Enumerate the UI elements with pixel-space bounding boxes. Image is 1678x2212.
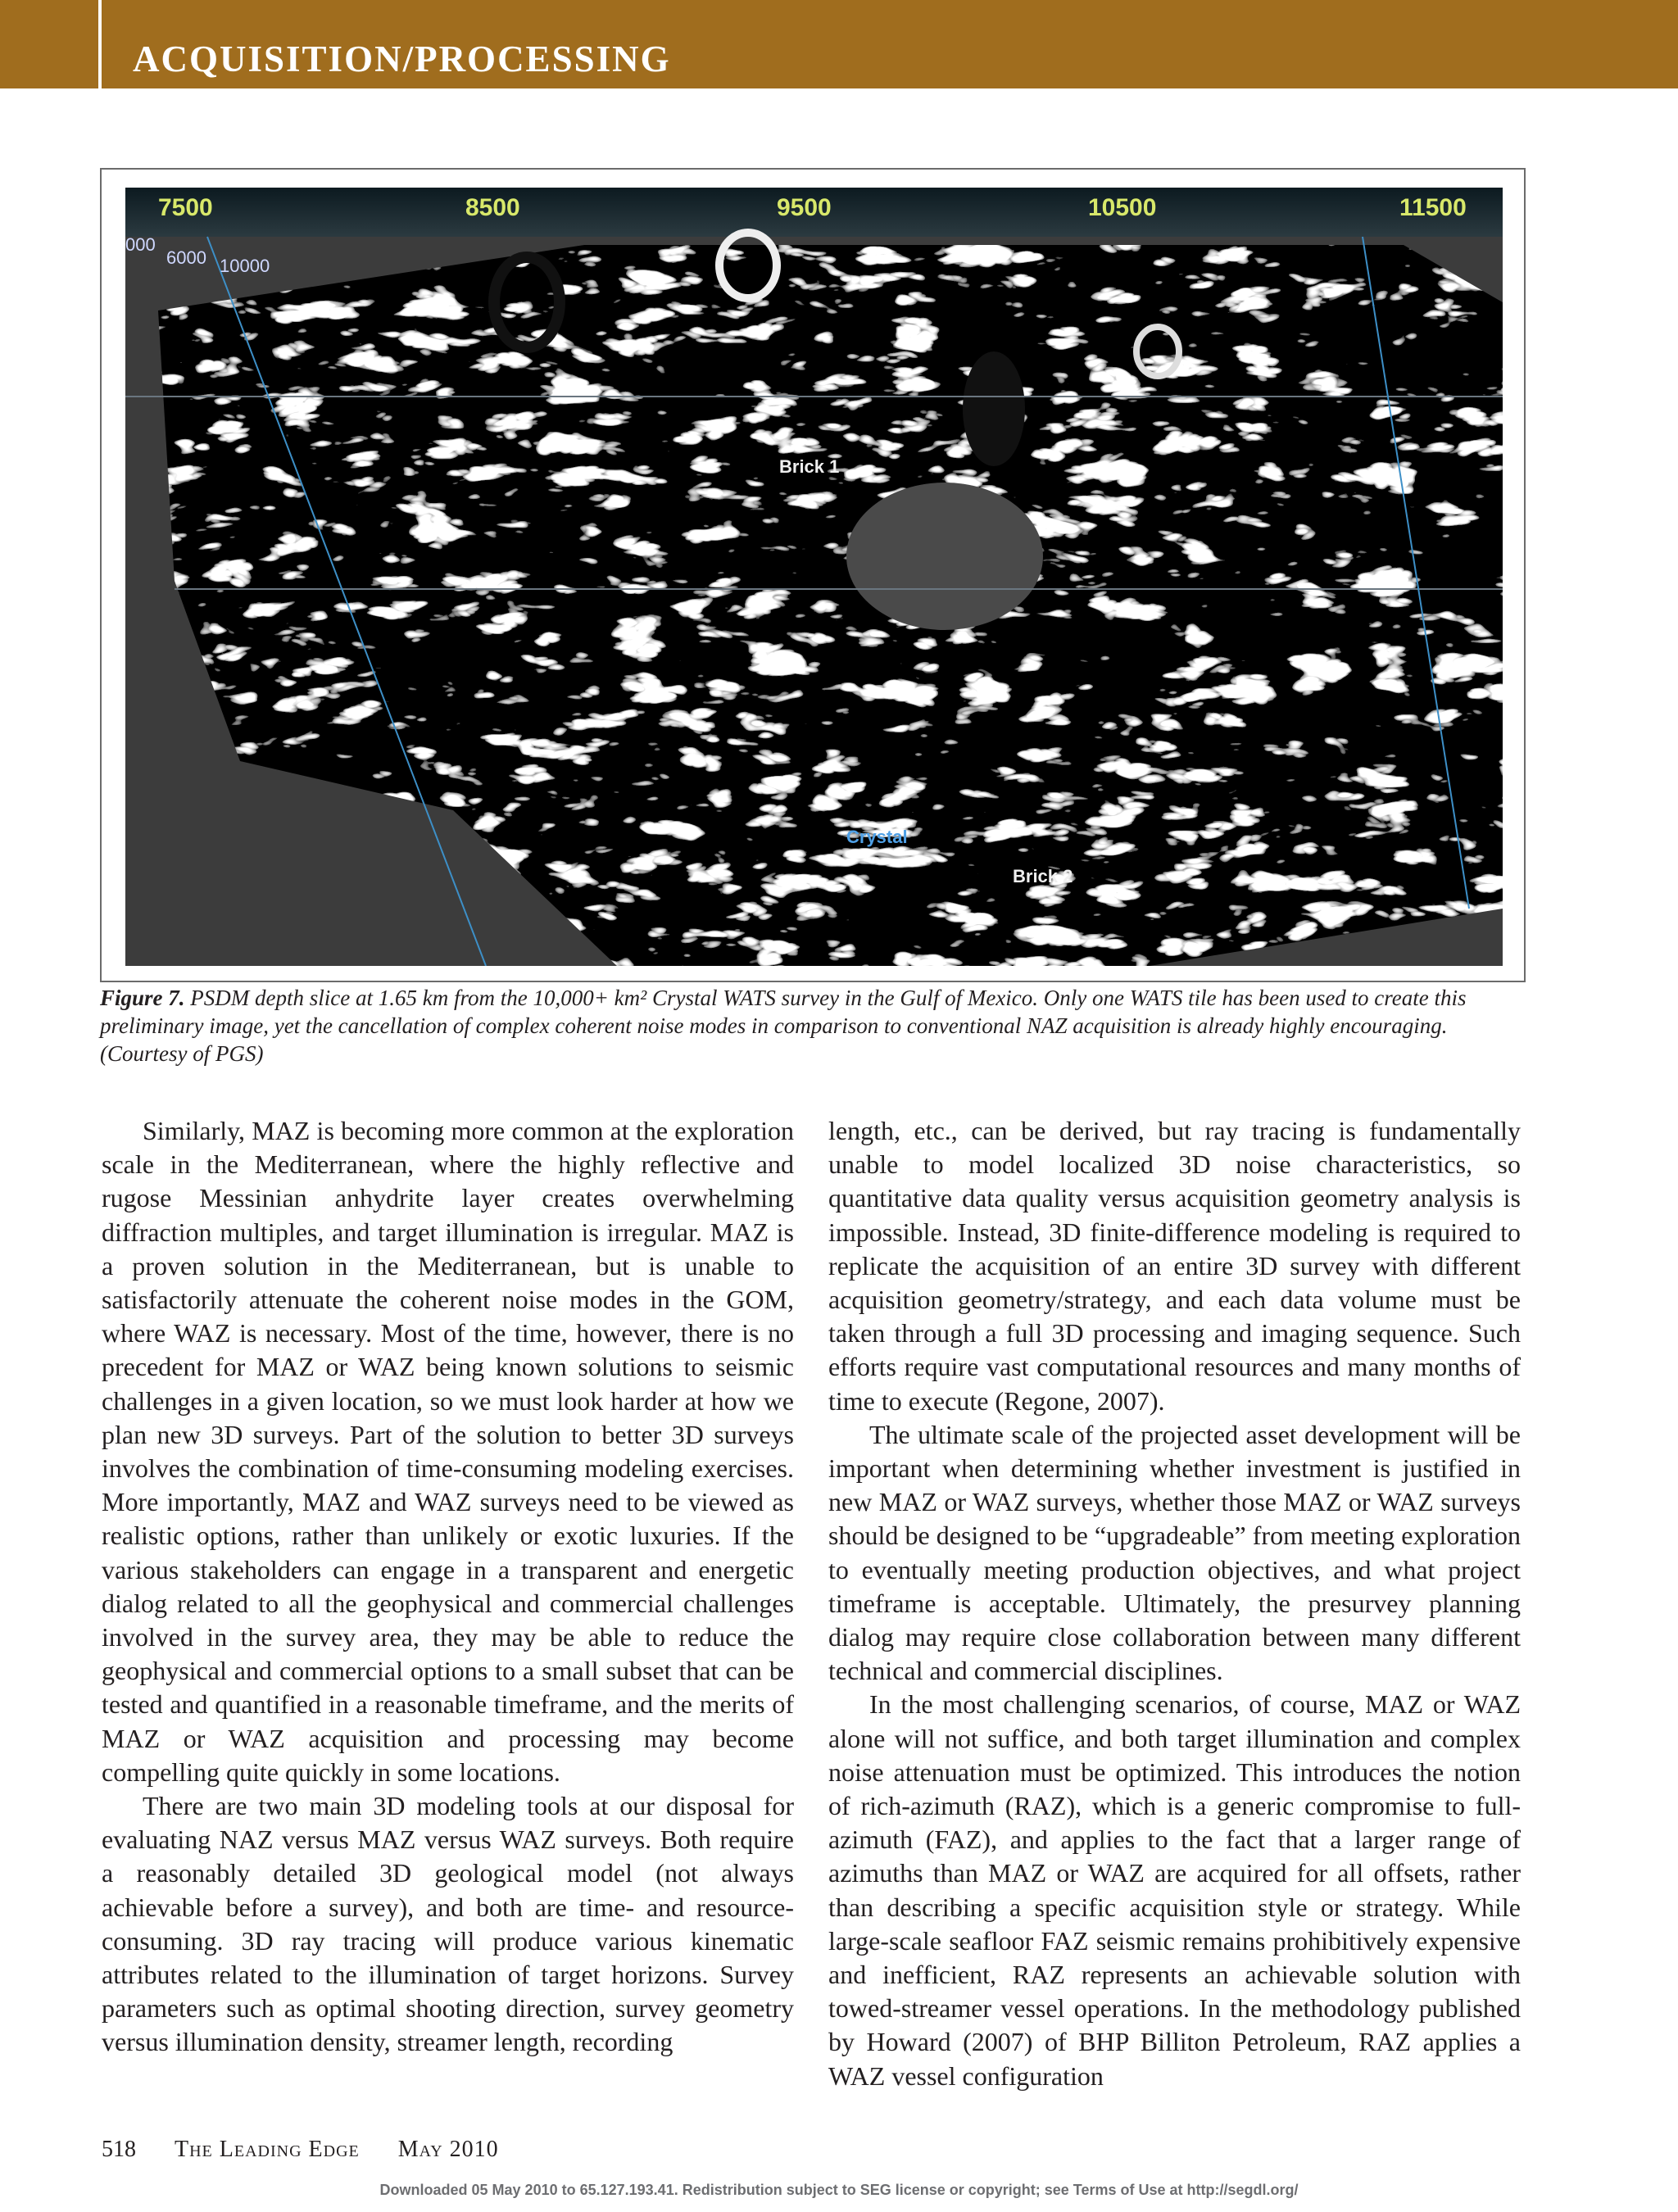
body-paragraph: length, etc., can be derived, but ray tracing is fundamentally unable to model localized 3D noise characteristics, so quantitative data quality versus acquisition geometry analysis is impossible. Instead, 3D finite-difference modeling is required to replicate the acquisition of an entire 3D survey with different acquisition geometry/strategy, and each data volume must be taken through a full 3D processing and imaging sequence. Such efforts require vast computational resources and many months of time to execute (Regone, 2007). <box>828 1116 1521 1416</box>
brick-1-label: Brick 1 <box>779 456 840 477</box>
axis-tick-label: 7500 <box>158 194 213 221</box>
body-paragraph: In the most challenging scenarios, of course, MAZ or WAZ alone will not suffice, and both target illumination and complex noise attenuation must be optimized. This introduces the notion of rich-azimuth (RAZ), which is a generic compromise to full-azimuth (FAZ), and applies to the fact that a larger range of azimuths than MAZ or WAZ are acquired for all offsets, rather than describing a specific acquisition style or strategy. While large-scale seafloor FAZ seismic remains prohibitively expensive and inefficient, RAZ represents an achievable solution with towed-streamer vessel operations. In the methodology published by Howard (2007) of BHP Billiton Petroleum, RAZ applies a WAZ vessel configuration <box>828 1689 1521 2091</box>
section-title: ACQUISITION/PROCESSING <box>133 39 671 79</box>
figure-caption <box>100 984 1526 1067</box>
body-paragraph: Similarly, MAZ is becoming more common at the exploration scale in the Mediterranean, where the highly reflective and rugose Messinian anhydrite layer creates overwhelming diffraction multiples, and target illumination is irregular. MAZ is a proven solution in the Mediterranean, but is unable to satisfactorily attenuate the coherent noise modes in the GOM, where WAZ is necessary. Most of the time, however, there is no precedent for MAZ or WAZ being known solutions to seismic challenges in a given location, so we must look harder at how we plan new 3D surveys. Part of the solution to better 3D surveys involves the combination of time-consuming modeling exercises. More importantly, MAZ and WAZ surveys need to be viewed as realistic options, rather than unlikely or exotic luxuries. If the various stakeholders can engage in a transparent and energetic dialog related to all the geophysical and commercial challenges involved in the survey area, they may be able to reduce the geophysical and commercial options to a small subset that can be tested and quantified in a reasonable timeframe, and the merits of MAZ or WAZ acquisition and processing may become compelling quite quickly in some locations. <box>102 1116 794 1787</box>
crystal-label: Crystal <box>846 827 908 847</box>
download-notice: Downloaded 05 May 2010 to 65.127.193.41. Redistribution subject to SEG license or copyright; see Terms of Use at http://segdl.org/ <box>379 2182 1299 2198</box>
issue-date: May 2010 <box>397 2137 499 2162</box>
journal-name: The Leading Edge <box>175 2137 360 2162</box>
page-number: 518 <box>102 2137 136 2162</box>
seismic-depth-slice-image <box>125 188 1503 966</box>
brick-2-label: Brick 2 <box>1013 866 1073 886</box>
axis-tick-label: 8500 <box>465 194 520 221</box>
corner-depth-label: 000 <box>125 234 156 255</box>
header-divider <box>98 0 102 88</box>
body-paragraph: The ultimate scale of the projected asset development will be important when determining whether investment is justified in new MAZ or WAZ surveys, whether those MAZ or WAZ surveys should be designed to be “upgradeable” from meeting exploration to eventually meeting production objectives, and what project timeframe is acceptable. Ultimately, the presurvey planning dialog may require close collaboration between many different technical and commercial disciplines. <box>828 1419 1521 1686</box>
corner-depth-label: 6000 <box>166 247 206 268</box>
page-footer <box>102 2137 532 2163</box>
axis-tick-label: 11500 <box>1399 194 1467 221</box>
corner-depth-label: 10000 <box>220 256 270 276</box>
body-paragraph: There are two main 3D modeling tools at our disposal for evaluating NAZ versus MAZ versus WAZ surveys. Both require a reasonably detailed 3D geological model (not always achievable before a survey), and both are time- and resource-consuming. 3D ray tracing will produce various kinematic attributes related to the illumination of target horizons. Survey parameters such as optimal shooting direction, survey geometry versus illumination density, streamer length, recording <box>102 1791 794 2057</box>
caption-text: PSDM depth slice at 1.65 km from the 10,000+ km² Crystal WATS survey in the Gulf of Mexico. Only one WATS tile has been used to create this preliminary image, yet the cancellation of complex coherent noise modes in comparison to conventional NAZ acquisition is already highly encouraging. (Courtesy of PGS) <box>100 986 1467 1066</box>
right-text-column <box>828 1114 1521 2093</box>
seismic-texture <box>125 188 1503 966</box>
axis-tick-label: 9500 <box>777 194 832 221</box>
caption-label: Figure 7. <box>100 986 185 1010</box>
section-header-band <box>0 0 1678 88</box>
figure-frame <box>100 168 1526 982</box>
left-text-column <box>102 1114 794 2060</box>
axis-tick-label: 10500 <box>1088 194 1157 221</box>
